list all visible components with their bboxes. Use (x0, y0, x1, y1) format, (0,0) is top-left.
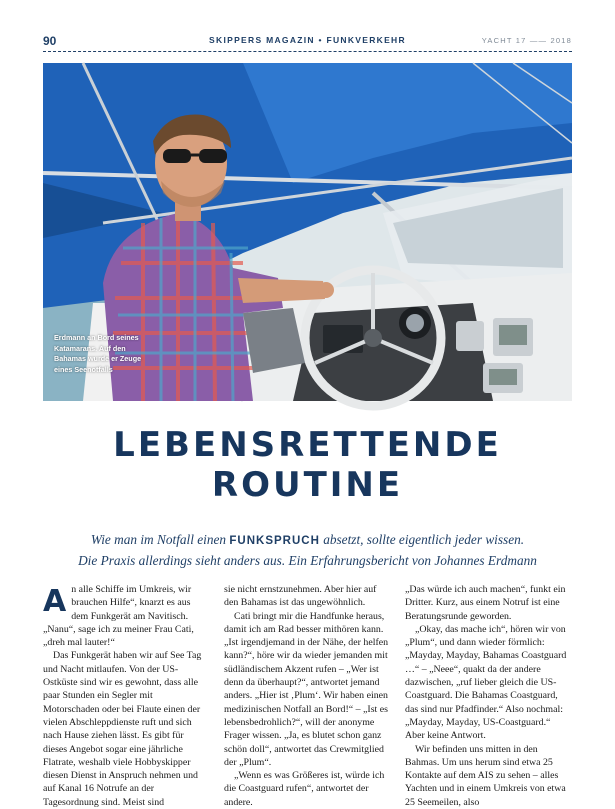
body-column-1 (43, 583, 209, 809)
paragraph: Das Funkgerät haben wir auf See Tag und Nacht mitlaufen. Von der US-Ostküste sind wir es gewohnt, dass alle paar Stunden ein Segler mit Motorschaden oder bei Flaute einen der vielen Abschleppdienste ruft und sich nach Hause ziehen lässt. Es gibt für dieses Angebot sogar eine jährliche Flatrate, weshalb viele Hobbyskipper diesen Dienst in Anspruch nehmen und auf Kanal 16 Notrufe an der Tagesordnung sind. Meist sind (43, 650, 202, 808)
section-title: SKIPPERS MAGAZIN • FUNKVERKEHR (209, 35, 406, 45)
paragraph: „Wenn es was Größeres ist, würde ich die Coastguard rufen“, antwortet der andere. (224, 770, 385, 808)
intro-pre: Wie man im Notfall einen (90, 532, 230, 547)
body-column-3 (405, 583, 571, 809)
paragraph: n alle Schiffe im Umkreis, wir brauchen Hilfe“, knarzt es aus dem Funkgerät am Navitisch. „Nanu“, sage ich zu meiner Frau Cati, „dreh mal lauter!“ (43, 584, 194, 649)
title-line-1: LEBENSRETTENDE (113, 425, 502, 465)
page-number: 90 (43, 34, 57, 48)
title-line-2: ROUTINE (211, 465, 404, 505)
article-intro (43, 530, 572, 570)
article-title (43, 425, 572, 505)
magazine-issue: YACHT 17 —— 2018 (481, 36, 572, 45)
page-header (43, 34, 572, 50)
paragraph: sie nicht ernstzunehmen. Aber hier auf den Bahamas ist das ungewöhnlich. (224, 584, 377, 609)
paragraph: „Okay, das mache ich“, hören wir von „Plum“, und dann wieder förmlich: „Mayday, Mayday, Bahamas Coastguard …“ – „Neee“, quakt da der andere dazwischen, „ruf lieber gleich die US-Coastguard. Die Bahamas Coastguard, das sind nur Pfadfinder.“ Also nochmal: „Mayday, Mayday, US-Coastguard.“ Aber keine Antwort. (405, 623, 567, 742)
paragraph: „Das würde ich auch machen“, funkt ein Dritter. Kurz, aus einem Notruf ist eine Beratungsrunde geworden. (405, 584, 566, 622)
intro-line-2: Die Praxis allerdings sieht anders aus. Ein Erfahrungsbericht von Johannes Erdmann (78, 553, 537, 568)
intro-post: absetzt, sollte eigentlich jeder wissen. (319, 532, 525, 547)
drop-cap: A (43, 584, 67, 619)
intro-line-1 (43, 530, 572, 551)
intro-keyword: FUNKSPRUCH (229, 535, 320, 547)
header-divider (43, 51, 572, 52)
hero-photo (43, 63, 572, 401)
photo-caption: Erdmann an Bord seines Katamarans. Auf den Bahamas wurde er Zeuge eines Seenotfalls (54, 333, 142, 374)
paragraph: Wir befinden uns mitten in den Bahmas. Um uns herum sind etwa 25 Kontakte auf dem AIS zu sehen – alles Yachten und in einem Umkreis von etwa 25 Seemeilen, also (405, 743, 566, 808)
body-column-2 (224, 583, 390, 809)
paragraph: Cati bringt mir die Handfunke heraus, damit ich am Rad besser mithören kann. „Ist irgendjemand in der Nähe, der helfen kann?“, höre wir da wieder jemanden mit südländischem Akzent rufen – „Wer ist denn da überhaupt?“, antwortet jemand anders. „Hier ist ‚Plum‘. Wir haben einen medizinischen Notfall an Bord!“ – „Ist es lebensbedrohlich?“, will der anonyme Frager wissen. „Ja, es blutet schon ganz schön doll“, antwortet das Crewmitglied der „Plum“. (224, 610, 389, 768)
